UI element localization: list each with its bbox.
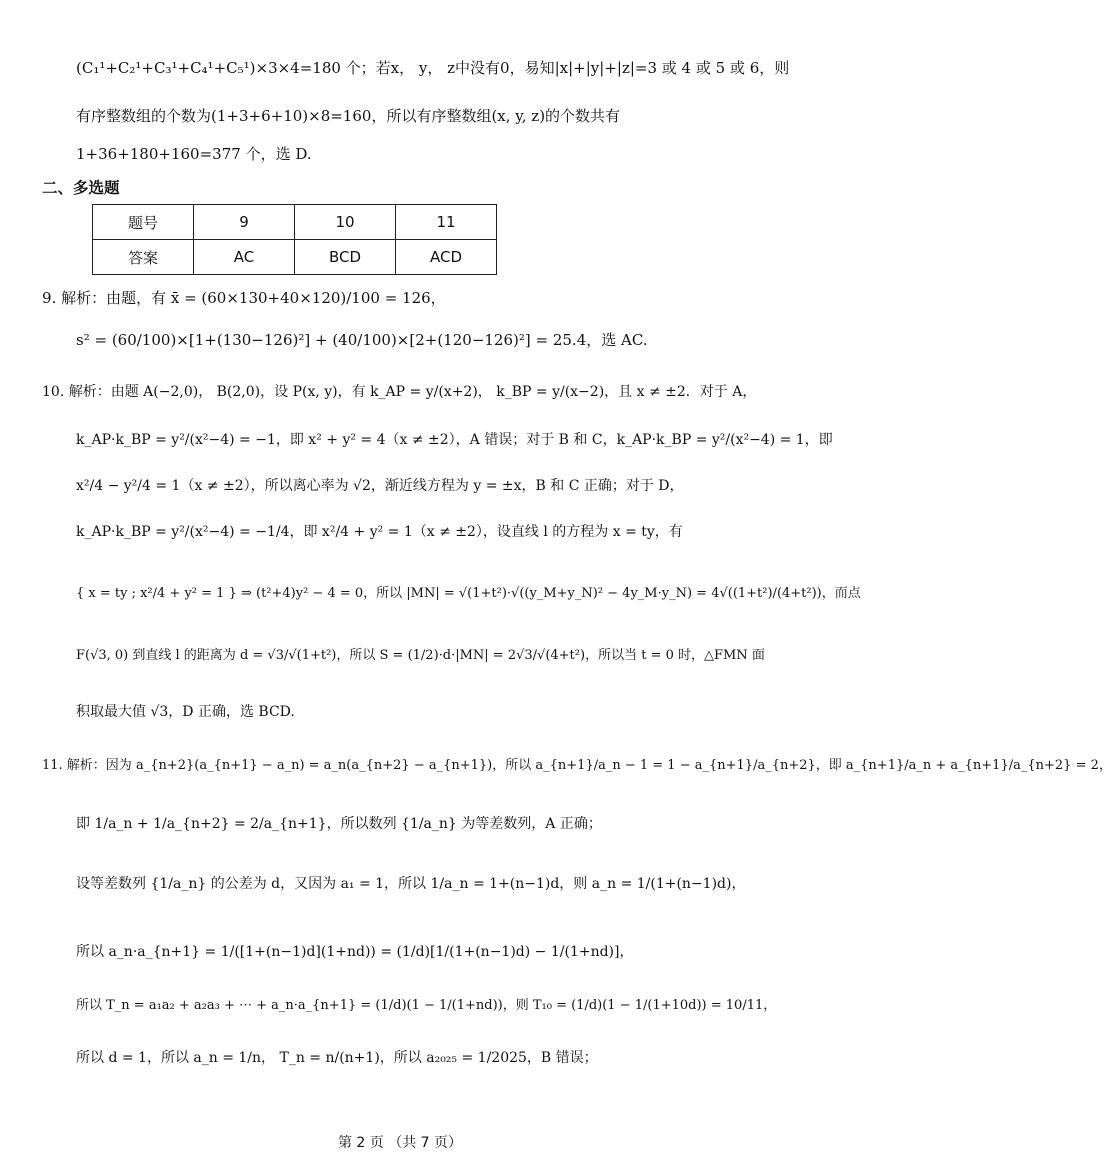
table-cell: 10 [295, 205, 396, 240]
text-line: k_AP·k_BP = y²/(x²−4) = −1，即 x² + y² = 4（x ≠ ±2），A 错误；对于 B 和 C，k_AP·k_BP = y²/(x²−4) = 1，即 [76, 432, 833, 448]
text-line: 1+36+180+160=377 个，选 D. [76, 145, 312, 163]
text-line: 所以 T_n = a₁a₂ + a₂a₃ + ⋯ + a_n·a_{n+1} = (1/d)(1 − 1/(1+nd))，则 T₁₀ = (1/d)(1 − 1/(1+10d)) = 10/11， [76, 998, 777, 1013]
text-line: 所以 d = 1，所以 a_n = 1/n， T_n = n/(n+1)，所以 a₂₀₂₅ = 1/2025，B 错误； [76, 1050, 598, 1066]
table-cell: 答案 [93, 240, 194, 275]
table-cell: AC [194, 240, 295, 275]
text-line: x²/4 − y²/4 = 1（x ≠ ±2），所以离心率为 √2，渐近线方程为 y = ±x，B 和 C 正确；对于 D， [76, 478, 684, 494]
text-line: 积取最大值 √3，D 正确，选 BCD. [76, 704, 295, 720]
table-cell: BCD [295, 240, 396, 275]
text-line: F(√3, 0) 到直线 l 的距离为 d = √3/√(1+t²)，所以 S = (1/2)·d·|MN| = 2√3/√(4+t²)，所以当 t = 0 时，△FMN 面 [76, 648, 765, 663]
text-line: { x = ty ; x²/4 + y² = 1 } ⇒ (t²+4)y² − 4 = 0，所以 |MN| = √(1+t²)·√((y_M+y_N)² − 4y_M·y_N) = 4√((1+t²)/(4+t²))，而点 [76, 586, 861, 601]
text-line: 11. 解析：因为 a_{n+2}(a_{n+1} − a_n) = a_n(a_{n+2} − a_{n+1})，所以 a_{n+1}/a_n − 1 = 1 − a_{n+1}/a_{n+2}，即 a_{n+1}/a_n + a_{n+1}/a_{n+2} = 2， [42, 758, 1112, 773]
table-cell: 11 [396, 205, 497, 240]
section-title: 二、多选题 [42, 179, 120, 197]
text-line: 9. 解析：由题，有 x̄ = (60×130+40×120)/100 = 126， [42, 289, 446, 307]
table-cell: ACD [396, 240, 497, 275]
text-line: 有序整数组的个数为(1+3+6+10)×8=160，所以有序整数组(x, y, z)的个数共有 [76, 107, 621, 125]
text-line: 10. 解析：由题 A(−2,0)， B(2,0)，设 P(x, y)，有 k_AP = y/(x+2)， k_BP = y/(x−2)，且 x ≠ ±2．对于 A， [42, 384, 757, 400]
answer-table [92, 204, 497, 275]
text-line: 即 1/a_n + 1/a_{n+2} = 2/a_{n+1}，所以数列 {1/a_n} 为等差数列，A 正确； [76, 816, 602, 832]
text-line: s² = (60/100)×[1+(130−126)²] + (40/100)×[2+(120−126)²] = 25.4，选 AC. [76, 331, 648, 349]
table-cell: 9 [194, 205, 295, 240]
table-row [93, 240, 497, 275]
page-footer: 第 2 页 （共 7 页） [337, 1135, 463, 1151]
text-line: 设等差数列 {1/a_n} 的公差为 d，又因为 a₁ = 1，所以 1/a_n = 1+(n−1)d，则 a_n = 1/(1+(n−1)d)， [76, 876, 746, 892]
text-line: k_AP·k_BP = y²/(x²−4) = −1/4，即 x²/4 + y² = 1（x ≠ ±2），设直线 l 的方程为 x = ty，有 [76, 524, 683, 540]
text-line: 所以 a_n·a_{n+1} = 1/([1+(n−1)d](1+nd)) = (1/d)[1/(1+(n−1)d) − 1/(1+nd)]， [76, 944, 634, 960]
table-cell: 题号 [93, 205, 194, 240]
text-line: (C₁¹+C₂¹+C₃¹+C₄¹+C₅¹)×3×4=180 个；若x， y， z中没有0，易知|x|+|y|+|z|=3 或 4 或 5 或 6，则 [76, 59, 790, 77]
table-row [93, 205, 497, 240]
